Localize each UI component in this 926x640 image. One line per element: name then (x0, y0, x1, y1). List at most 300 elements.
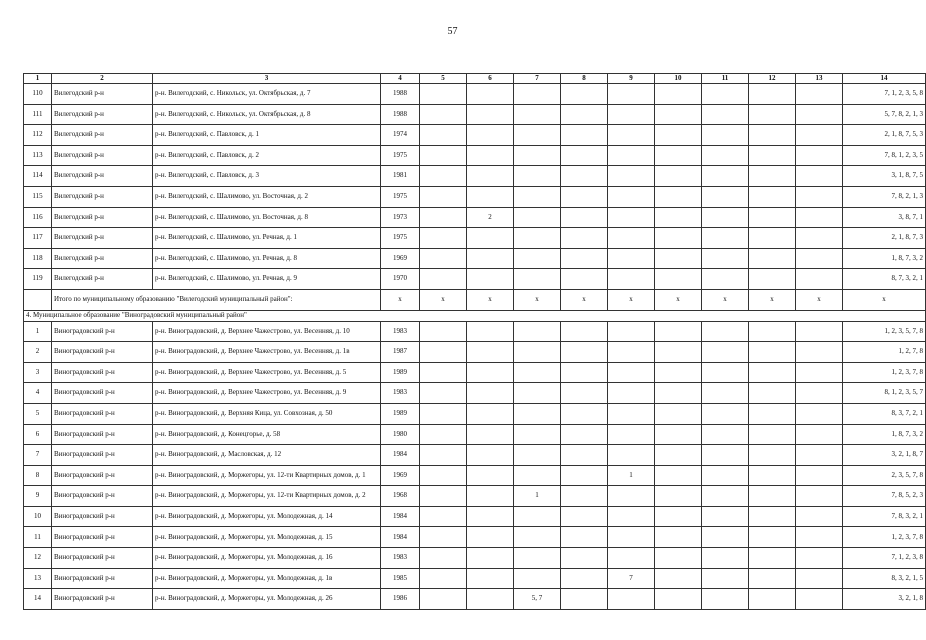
col6-cell (467, 145, 514, 166)
col6-cell (467, 486, 514, 507)
empty-cell (561, 362, 608, 383)
empty-cell (749, 321, 796, 342)
empty-cell (655, 383, 702, 404)
empty-cell (561, 125, 608, 146)
empty-cell (655, 403, 702, 424)
col6-cell (467, 269, 514, 290)
empty-cell (561, 465, 608, 486)
district-cell: Виноградовский р-н (52, 321, 153, 342)
address-cell: р-н. Виноградовский, д. Моржегоры, ул. Молодежная, д. 15 (153, 527, 381, 548)
address-cell: р-н. Виноградовский, д. Верхнее Чажестрово, ул. Весенняя, д. 10 (153, 321, 381, 342)
table-row (24, 125, 926, 146)
row-number: 112 (24, 125, 52, 146)
empty-cell (420, 186, 467, 207)
row-number: 13 (24, 568, 52, 589)
district-cell: Вилегодский р-н (52, 186, 153, 207)
address-cell: р-н. Виноградовский, д. Моржегоры, ул. Молодежная, д. 14 (153, 506, 381, 527)
col7-cell (514, 321, 561, 342)
empty-cell (420, 145, 467, 166)
empty-cell (796, 321, 843, 342)
year-cell: 1989 (381, 403, 420, 424)
empty-cell (796, 186, 843, 207)
empty-cell (655, 269, 702, 290)
empty-cell (420, 383, 467, 404)
col9-cell (608, 269, 655, 290)
empty-cell (561, 166, 608, 187)
col7-cell (514, 145, 561, 166)
col14-cell: 3, 8, 7, 1 (843, 207, 926, 228)
address-cell: р-н. Виноградовский, д. Верхнее Чажестрово, ул. Весенняя, д. 5 (153, 362, 381, 383)
col7-cell: 1 (514, 486, 561, 507)
empty-cell (561, 445, 608, 466)
table-row (24, 321, 926, 342)
col7-cell (514, 568, 561, 589)
table-row (24, 445, 926, 466)
data-table (23, 73, 926, 610)
col6-cell (467, 568, 514, 589)
table-body-vinogradovsky (24, 321, 926, 609)
empty-cell (702, 383, 749, 404)
col14-cell: 3, 1, 8, 7, 5 (843, 166, 926, 187)
address-cell: р-н. Виноградовский, д. Верхнее Чажестрово, ул. Весенняя, д. 1в (153, 342, 381, 363)
row-number: 4 (24, 383, 52, 404)
empty-cell (561, 248, 608, 269)
year-cell: 1989 (381, 362, 420, 383)
empty-cell (702, 486, 749, 507)
address-cell: р-н. Вилегодский, с. Шалимово, ул. Восточная, д. 2 (153, 186, 381, 207)
empty-cell (749, 445, 796, 466)
col7-cell (514, 228, 561, 249)
row-number: 116 (24, 207, 52, 228)
row-number: 7 (24, 445, 52, 466)
year-cell: 1981 (381, 166, 420, 187)
table-row (24, 362, 926, 383)
row-number: 14 (24, 589, 52, 610)
empty-cell (561, 207, 608, 228)
empty-cell (702, 84, 749, 105)
empty-cell (420, 465, 467, 486)
empty-cell (655, 506, 702, 527)
empty-cell (420, 506, 467, 527)
col9-cell (608, 125, 655, 146)
empty-cell (420, 104, 467, 125)
col14-cell: 1, 2, 7, 8 (843, 342, 926, 363)
empty-cell (561, 269, 608, 290)
empty-cell (749, 166, 796, 187)
year-cell: 1968 (381, 486, 420, 507)
row-number: 111 (24, 104, 52, 125)
empty-cell (655, 207, 702, 228)
empty-cell (702, 269, 749, 290)
col7-cell (514, 548, 561, 569)
col6-cell (467, 424, 514, 445)
empty-cell (702, 445, 749, 466)
total-mark: x (843, 289, 926, 310)
table-row (24, 527, 926, 548)
empty-cell (796, 486, 843, 507)
col6-cell (467, 186, 514, 207)
empty-cell (561, 383, 608, 404)
year-cell: 1984 (381, 527, 420, 548)
col7-cell (514, 248, 561, 269)
year-cell: 1975 (381, 228, 420, 249)
empty-cell (420, 248, 467, 269)
address-cell: р-н. Виноградовский, д. Моржегоры, ул. Молодежная, д. 26 (153, 589, 381, 610)
table-row (24, 104, 926, 125)
address-cell: р-н. Вилегодский, с. Шалимово, ул. Речная, д. 1 (153, 228, 381, 249)
address-cell: р-н. Вилегодский, с. Павловск, д. 3 (153, 166, 381, 187)
empty-cell (702, 527, 749, 548)
year-cell: 1986 (381, 589, 420, 610)
empty-cell (702, 506, 749, 527)
empty-cell (655, 84, 702, 105)
col9-cell (608, 424, 655, 445)
empty-cell (655, 589, 702, 610)
empty-cell (420, 228, 467, 249)
col7-cell (514, 269, 561, 290)
col7-cell (514, 166, 561, 187)
empty-cell (561, 84, 608, 105)
column-header: 9 (608, 74, 655, 84)
col6-cell: 2 (467, 207, 514, 228)
table-row (24, 342, 926, 363)
col9-cell (608, 186, 655, 207)
district-cell: Вилегодский р-н (52, 207, 153, 228)
empty-cell (420, 589, 467, 610)
empty-cell (796, 228, 843, 249)
empty-cell (561, 424, 608, 445)
empty-cell (420, 342, 467, 363)
address-cell: р-н. Вилегодский, с. Павловск, д. 1 (153, 125, 381, 146)
year-cell: 1984 (381, 506, 420, 527)
row-number: 119 (24, 269, 52, 290)
empty-cell (749, 342, 796, 363)
empty-cell (702, 342, 749, 363)
col14-cell: 7, 8, 3, 2, 1 (843, 506, 926, 527)
empty-cell (420, 486, 467, 507)
year-cell: 1970 (381, 269, 420, 290)
empty-cell (702, 186, 749, 207)
column-header: 6 (467, 74, 514, 84)
column-header: 4 (381, 74, 420, 84)
empty-cell (420, 84, 467, 105)
district-cell: Вилегодский р-н (52, 228, 153, 249)
district-cell: Виноградовский р-н (52, 506, 153, 527)
empty-cell (749, 403, 796, 424)
empty-cell (655, 104, 702, 125)
empty-cell (655, 362, 702, 383)
col14-cell: 3, 2, 1, 8, 7 (843, 445, 926, 466)
empty-cell (420, 166, 467, 187)
district-cell: Вилегодский р-н (52, 145, 153, 166)
col7-cell (514, 527, 561, 548)
year-cell: 1974 (381, 125, 420, 146)
table-row (24, 465, 926, 486)
empty-cell (420, 445, 467, 466)
district-cell: Виноградовский р-н (52, 527, 153, 548)
empty-cell (561, 527, 608, 548)
total-mark: x (514, 289, 561, 310)
year-cell: 1988 (381, 84, 420, 105)
row-number: 11 (24, 527, 52, 548)
district-cell: Вилегодский р-н (52, 125, 153, 146)
table-row (24, 486, 926, 507)
col7-cell (514, 342, 561, 363)
empty-cell (561, 486, 608, 507)
col9-cell (608, 104, 655, 125)
address-cell: р-н. Вилегодский, с. Шалимово, ул. Восточная, д. 8 (153, 207, 381, 228)
col9-cell (608, 84, 655, 105)
col7-cell (514, 403, 561, 424)
total-mark: x (796, 289, 843, 310)
empty-cell (749, 465, 796, 486)
empty-cell (796, 166, 843, 187)
total-mark: x (467, 289, 514, 310)
empty-cell (561, 506, 608, 527)
table-row (24, 269, 926, 290)
col9-cell: 7 (608, 568, 655, 589)
col6-cell (467, 166, 514, 187)
col9-cell (608, 548, 655, 569)
empty-cell (420, 568, 467, 589)
empty-cell (796, 424, 843, 445)
year-cell: 1969 (381, 465, 420, 486)
empty-cell (749, 125, 796, 146)
column-header: 3 (153, 74, 381, 84)
year-cell: 1983 (381, 383, 420, 404)
year-cell: 1988 (381, 104, 420, 125)
col14-cell: 7, 8, 5, 2, 3 (843, 486, 926, 507)
empty-cell (561, 548, 608, 569)
col9-cell (608, 362, 655, 383)
col6-cell (467, 362, 514, 383)
col9-cell (608, 506, 655, 527)
col9-cell (608, 342, 655, 363)
district-cell: Виноградовский р-н (52, 383, 153, 404)
col14-cell: 8, 1, 2, 3, 5, 7 (843, 383, 926, 404)
empty-cell (702, 228, 749, 249)
empty-cell (655, 486, 702, 507)
empty-cell (420, 321, 467, 342)
empty-cell (655, 186, 702, 207)
address-cell: р-н. Вилегодский, с. Павловск, д. 2 (153, 145, 381, 166)
table-row (24, 548, 926, 569)
district-cell: Вилегодский р-н (52, 166, 153, 187)
empty-cell (749, 383, 796, 404)
table-row (24, 589, 926, 610)
col6-cell (467, 125, 514, 146)
empty-cell (796, 568, 843, 589)
col6-cell (467, 342, 514, 363)
column-header: 12 (749, 74, 796, 84)
total-mark: x (749, 289, 796, 310)
address-cell: р-н. Вилегодский, с. Никольск, ул. Октябрьская, д. 8 (153, 104, 381, 125)
empty-cell (796, 269, 843, 290)
table-row (24, 568, 926, 589)
empty-cell (796, 207, 843, 228)
address-cell: р-н. Виноградовский, д. Моржегоры, ул. Молодежная, д. 1в (153, 568, 381, 589)
row-number: 6 (24, 424, 52, 445)
year-cell: 1987 (381, 342, 420, 363)
row-number: 12 (24, 548, 52, 569)
empty-cell (561, 342, 608, 363)
empty-cell (702, 568, 749, 589)
total-mark: x (381, 289, 420, 310)
year-cell: 1975 (381, 145, 420, 166)
col7-cell (514, 445, 561, 466)
row-number: 113 (24, 145, 52, 166)
total-mark: x (608, 289, 655, 310)
total-mark: x (420, 289, 467, 310)
col14-cell: 1, 2, 3, 7, 8 (843, 527, 926, 548)
district-cell: Виноградовский р-н (52, 403, 153, 424)
col9-cell (608, 445, 655, 466)
year-cell: 1980 (381, 424, 420, 445)
empty-cell (655, 445, 702, 466)
col9-cell: 1 (608, 465, 655, 486)
row-number: 8 (24, 465, 52, 486)
col14-cell: 7, 8, 1, 2, 3, 5 (843, 145, 926, 166)
total-mark: x (655, 289, 702, 310)
col6-cell (467, 104, 514, 125)
address-cell: р-н. Виноградовский, д. Моржегоры, ул. 12-ти Квартирных домов, д. 1 (153, 465, 381, 486)
column-header: 13 (796, 74, 843, 84)
table-row (24, 166, 926, 187)
empty-cell (655, 145, 702, 166)
address-cell: р-н. Виноградовский, д. Моржегоры, ул. 12-ти Квартирных домов, д. 2 (153, 486, 381, 507)
page-number: 57 (447, 26, 458, 37)
column-header: 2 (52, 74, 153, 84)
col9-cell (608, 166, 655, 187)
empty-cell (796, 506, 843, 527)
district-cell: Виноградовский р-н (52, 445, 153, 466)
col14-cell: 5, 7, 8, 2, 1, 3 (843, 104, 926, 125)
col7-cell (514, 362, 561, 383)
address-cell: р-н. Вилегодский, с. Шалимово, ул. Речная, д. 8 (153, 248, 381, 269)
empty-cell (702, 207, 749, 228)
empty-cell (749, 186, 796, 207)
table-row (24, 248, 926, 269)
address-cell: р-н. Виноградовский, д. Масловская, д. 12 (153, 445, 381, 466)
empty-cell (749, 486, 796, 507)
empty-cell (702, 589, 749, 610)
empty-cell (420, 207, 467, 228)
empty-cell (702, 465, 749, 486)
empty-cell (702, 145, 749, 166)
col9-cell (608, 248, 655, 269)
empty-cell (561, 104, 608, 125)
district-cell: Виноградовский р-н (52, 486, 153, 507)
col6-cell (467, 465, 514, 486)
col7-cell: 5, 7 (514, 589, 561, 610)
col14-cell: 8, 3, 2, 1, 5 (843, 568, 926, 589)
col6-cell (467, 84, 514, 105)
empty-cell (702, 321, 749, 342)
empty-cell (420, 403, 467, 424)
table-row (24, 403, 926, 424)
district-cell: Виноградовский р-н (52, 568, 153, 589)
col7-cell (514, 207, 561, 228)
row-number: 114 (24, 166, 52, 187)
col14-cell: 8, 3, 7, 2, 1 (843, 403, 926, 424)
col6-cell (467, 527, 514, 548)
empty-cell (796, 548, 843, 569)
year-cell: 1985 (381, 568, 420, 589)
row-number: 2 (24, 342, 52, 363)
empty-cell (655, 527, 702, 548)
empty-cell (561, 186, 608, 207)
row-number: 110 (24, 84, 52, 105)
empty-cell (796, 104, 843, 125)
row-number: 10 (24, 506, 52, 527)
empty-cell (420, 527, 467, 548)
col14-cell: 7, 8, 2, 1, 3 (843, 186, 926, 207)
table-row (24, 228, 926, 249)
empty-cell (655, 465, 702, 486)
column-header: 8 (561, 74, 608, 84)
col14-cell: 7, 1, 2, 3, 5, 8 (843, 84, 926, 105)
col6-cell (467, 445, 514, 466)
table-row (24, 383, 926, 404)
empty-cell (749, 228, 796, 249)
empty-cell (655, 125, 702, 146)
address-cell: р-н. Виноградовский, д. Верхняя Кица, ул. Совхозная, д. 50 (153, 403, 381, 424)
district-cell: Вилегодский р-н (52, 104, 153, 125)
col14-cell: 2, 3, 5, 7, 8 (843, 465, 926, 486)
col14-cell: 2, 1, 8, 7, 3 (843, 228, 926, 249)
table-row (24, 186, 926, 207)
col9-cell (608, 207, 655, 228)
col9-cell (608, 383, 655, 404)
total-mark: x (702, 289, 749, 310)
empty-cell (796, 84, 843, 105)
col9-cell (608, 589, 655, 610)
empty-cell (702, 104, 749, 125)
district-cell: Виноградовский р-н (52, 548, 153, 569)
empty-cell (655, 342, 702, 363)
address-cell: р-н. Вилегодский, с. Никольск, ул. Октябрьская, д. 7 (153, 84, 381, 105)
row-number: 117 (24, 228, 52, 249)
address-cell: р-н. Виноградовский, д. Верхнее Чажестрово, ул. Весенняя, д. 9 (153, 383, 381, 404)
col14-cell: 1, 8, 7, 3, 2 (843, 248, 926, 269)
empty-cell (796, 445, 843, 466)
col7-cell (514, 465, 561, 486)
year-cell: 1983 (381, 548, 420, 569)
col7-cell (514, 506, 561, 527)
column-header: 10 (655, 74, 702, 84)
empty-cell (796, 465, 843, 486)
header-row (24, 74, 926, 84)
col9-cell (608, 228, 655, 249)
empty-cell (561, 145, 608, 166)
col14-cell: 8, 7, 3, 2, 1 (843, 269, 926, 290)
col6-cell (467, 589, 514, 610)
year-cell: 1983 (381, 321, 420, 342)
table-body-vilegodsky (24, 84, 926, 290)
empty-cell (561, 589, 608, 610)
empty-cell (749, 568, 796, 589)
empty-cell (749, 506, 796, 527)
row-number: 3 (24, 362, 52, 383)
empty-cell (749, 269, 796, 290)
table-row (24, 207, 926, 228)
col14-cell: 3, 2, 1, 8 (843, 589, 926, 610)
district-cell: Виноградовский р-н (52, 465, 153, 486)
empty-cell (749, 248, 796, 269)
empty-cell (796, 383, 843, 404)
empty-cell (420, 269, 467, 290)
empty-cell (655, 568, 702, 589)
